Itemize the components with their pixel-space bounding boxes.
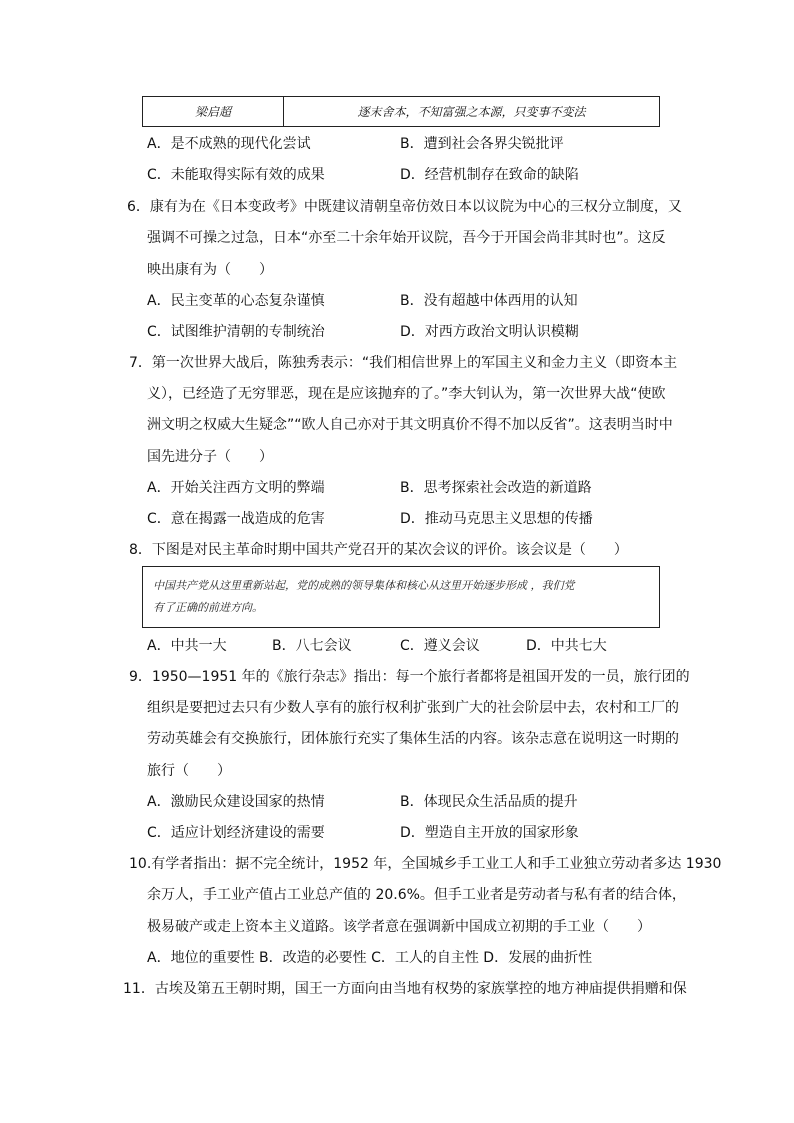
q8-quote-box — [142, 566, 660, 628]
q6-stem-line-2: 强调不可操之过急，日本“亦至二十余年始开议院，吾今于开国会尚非其时也”。这反 — [147, 230, 666, 246]
q7-stem-line-3: 洲文明之权威大生疑念”“欧人自己亦对于其文明真价不得不加以反省”。这表明当时中 — [147, 417, 673, 433]
q10-stem-line-1: 10.有学者指出：据不完全统计，1952 年，全国城乡手工业工人和手工业独立劳动者多达 1930 — [129, 856, 722, 872]
q5-quote-table — [142, 96, 660, 127]
q8-quote-line-1: 中国共产党从这里重新站起，党的成熟的领导集体和核心从这里开始逐步形成 ，我们党 — [153, 579, 575, 592]
q7-stem-line-4: 国先进分子（ ） — [147, 449, 273, 465]
q10-options-line[interactable]: A．地位的重要性 B．改造的必要性 C．工人的自主性 D．发展的曲折性 — [147, 950, 593, 966]
q8-stem: 8．下图是对民主革命时期中国共产党召开的某次会议的评价。该会议是（ ） — [129, 542, 628, 558]
q9-option-d[interactable]: D．塑造自主开放的国家形象 — [400, 825, 579, 841]
q9-option-c[interactable]: C．适应计划经济建设的需要 — [147, 825, 325, 841]
q5-option-d[interactable]: D．经营机制存在致命的缺陷 — [400, 167, 579, 183]
q7-option-d[interactable]: D．推动马克思主义思想的传播 — [400, 511, 593, 527]
q8-option-b[interactable]: B．八七会议 — [272, 638, 352, 654]
q7-option-c[interactable]: C．意在揭露一战造成的危害 — [147, 511, 325, 527]
q5-option-c[interactable]: C．未能取得实际有效的成果 — [147, 167, 325, 183]
q10-stem-line-3: 极易破产或走上资本主义道路。该学者意在强调新中国成立初期的手工业（ ） — [147, 919, 651, 935]
q7-option-a[interactable]: A．开始关注西方文明的弊端 — [147, 480, 325, 496]
q10-stem-line-2: 余万人，手工业产值占工业总产值的 20.6%。但手工业者是劳动者与私有者的结合体， — [147, 887, 686, 903]
q11-stem-line-1: 11．古埃及第五王朝时期，国王一方面向由当地有权势的家族掌控的地方神庙提供捐赠和保 — [123, 981, 687, 997]
q7-stem-line-2: 义），已经造了无穷罪恶，现在是应该抛弃的了。”李大钊认为，第一次世界大战“使欧 — [147, 386, 666, 402]
q6-option-d[interactable]: D．对西方政治文明认识模糊 — [400, 324, 579, 340]
q5-option-a[interactable]: A．是不成熟的现代化尝试 — [147, 136, 311, 152]
q6-option-c[interactable]: C．试图维护清朝的专制统治 — [147, 324, 325, 340]
q9-option-a[interactable]: A．激励民众建设国家的热情 — [147, 794, 325, 810]
q6-option-a[interactable]: A．民主变革的心态复杂谨慎 — [147, 293, 325, 309]
q8-option-d[interactable]: D．中共七大 — [526, 638, 607, 654]
q5-option-b[interactable]: B．遭到社会各界尖锐批评 — [400, 136, 564, 152]
q7-option-b[interactable]: B．思考探索社会改造的新道路 — [400, 480, 592, 496]
q9-stem-line-4: 旅行（ ） — [147, 763, 231, 779]
q9-stem-line-1: 9．1950—1951 年的《旅行杂志》指出：每一个旅行者都将是祖国开发的一员，旅行团的 — [129, 669, 690, 685]
q7-stem-line-1: 7．第一次世界大战后，陈独秀表示：“我们相信世界上的军国主义和金力主义（即资本主 — [129, 355, 678, 371]
q9-stem-line-2: 组织是要把过去只有少数人享有的旅行权利扩张到广大的社会阶层中去，农村和工厂的 — [147, 700, 679, 716]
q5-table-quote-cell: 逐末舍本，不知富强之本源，只变事不变法 — [357, 105, 586, 119]
q6-option-b[interactable]: B．没有超越中体西用的认知 — [400, 293, 578, 309]
q8-option-c[interactable]: C．遵义会议 — [400, 638, 480, 654]
q5-table-name-cell: 梁启超 — [143, 97, 284, 126]
q8-quote-line-2: 有了正确的前进方向。 — [153, 601, 263, 614]
q9-option-b[interactable]: B．体现民众生活品质的提升 — [400, 794, 578, 810]
q8-option-a[interactable]: A．中共一大 — [147, 638, 227, 654]
q9-stem-line-3: 劳动英雄会有交换旅行，团体旅行充实了集体生活的内容。该杂志意在说明这一时期的 — [147, 731, 679, 747]
q6-stem-line-1: 6．康有为在《日本变政考》中既建议清朝皇帝仿效日本以议院为中心的三权分立制度，又 — [127, 199, 682, 215]
q6-stem-line-3: 映出康有为（ ） — [147, 262, 273, 278]
